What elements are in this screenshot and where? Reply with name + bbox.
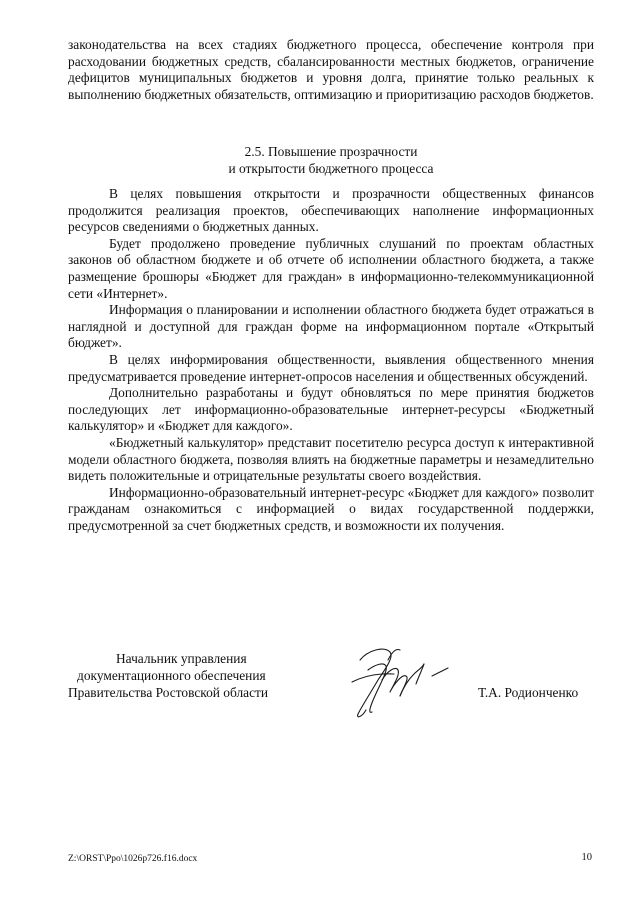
section-heading-line-1: 2.5. Повышение прозрачности (244, 144, 418, 159)
body-paragraph: Дополнительно разработаны и будут обновляться по мере принятия бюджетов последующих лет информационно-образовательные интернет-ресурсы «Бюджетный калькулятор» и «Бюджет для каждого». (68, 385, 594, 434)
body-paragraph: В целях информирования общественности, выявления общественного мнения предусматривается проведение интернет-опросов населения и общественных обсуждений. (68, 351, 594, 384)
body-paragraph: Будет продолжено проведение публичных слушаний по проектам областных законов об областном бюджете и об отчете об исполнении областного бюджета, а также размещение брошюры «Бюджет для граждан» в информационно-телекоммуникационной сети «Интернет». (68, 235, 594, 301)
handwritten-signature-icon (338, 640, 458, 725)
section-heading (68, 143, 594, 177)
position-line-2: документационного обеспечения (77, 668, 266, 683)
position-line-3: Правительства Ростовской области (68, 685, 269, 700)
section-body (68, 186, 594, 534)
section-heading-line-2: и открытости бюджетного процесса (228, 161, 434, 176)
position-line-1: Начальник управления (116, 651, 247, 666)
signatory-name: Т.А. Родионченко (478, 685, 579, 700)
signatory-position (68, 650, 328, 701)
body-paragraph: Информация о планировании и исполнении областного бюджета будет отражаться в наглядной и доступной для граждан форме на информационном портале «Открытый бюджет». (68, 302, 594, 351)
intro-text-block (68, 37, 594, 103)
body-paragraph: В целях повышения открытости и прозрачности общественных финансов продолжится реализация проектов, обеспечивающих наполнение информационных ресурсов сведениями о бюджетных данных. (68, 186, 594, 235)
footer-file-path: Z:\ORST\Ppo\1026p726.f16.docx (68, 854, 198, 864)
body-paragraph: «Бюджетный калькулятор» представит посетителю ресурса доступ к интерактивной модели областного бюджета, позволяя влиять на бюджетные параметры и незамедлительно видеть положительные и отрицательные результаты своего воздействия. (68, 434, 594, 484)
body-paragraph: Информационно-образовательный интернет-ресурс «Бюджет для каждого» позволит гражданам ознакомиться с информацией о видах государственной поддержки, предусмотренной за счет бюджетных средств, и возможности их получения. (68, 484, 594, 533)
intro-paragraph: законодательства на всех стадиях бюджетного процесса, обеспечение контроля при расходовании бюджетных средств, сбалансированности местных бюджетов, ограничение дефицитов муниципальных бюджетов и уровня долга, принятие только реальных к выполнению бюджетных обязательств, оптимизацию и приоритизацию расходов бюджетов. (68, 37, 594, 102)
page-number: 10 (581, 852, 592, 863)
